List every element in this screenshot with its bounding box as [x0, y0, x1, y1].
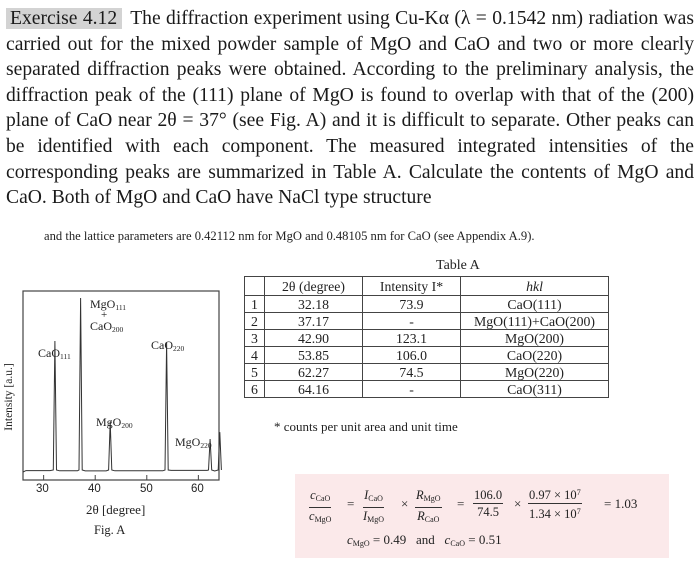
x-tick-60: 60	[191, 483, 204, 495]
header-intensity: Intensity I*	[363, 277, 461, 296]
fraction-content-ratio: $c_{CaO}$ $c_{MgO}$	[309, 488, 332, 524]
y-axis-label: Intensity [a.u.]	[3, 363, 15, 431]
peak-label-cao200: CaO$_{200}$	[90, 319, 124, 334]
equals-sign: =	[347, 496, 355, 511]
cell-intensity: 74.5	[363, 364, 461, 381]
peak-label-mgo111: MgO$_{111}$	[90, 297, 127, 312]
cell-index: 3	[245, 330, 265, 347]
cell-index: 6	[245, 381, 265, 398]
header-two-theta: 2θ (degree)	[265, 277, 363, 296]
exercise-paragraph	[6, 6, 694, 211]
table-row	[245, 330, 609, 347]
times-sign: ×	[401, 496, 409, 511]
cell-two-theta: 62.27	[265, 364, 363, 381]
equals-sign: =	[457, 496, 465, 511]
x-axis-ticks	[44, 475, 199, 480]
fraction-intensity-ratio: $I_{CaO}$ $I_{MgO}$	[363, 488, 385, 524]
continuation-text: and the lattice parameters are 0.42112 nm for MgO and 0.48105 nm for CaO (see Appendix A.9).	[44, 229, 535, 243]
cell-two-theta: 53.85	[265, 347, 363, 364]
peak-label-cao220: CaO$_{220}$	[151, 338, 185, 353]
ratio-result: = 1.03	[604, 496, 638, 511]
cell-intensity: 123.1	[363, 330, 461, 347]
intensity-table	[244, 276, 609, 398]
cell-hkl: CaO(220)	[461, 347, 609, 364]
peak-label-cao111: CaO$_{111}$	[38, 346, 71, 361]
figure-a	[0, 290, 240, 550]
table-row	[245, 364, 609, 381]
cell-hkl: MgO(220)	[461, 364, 609, 381]
x-axis-label: 2θ [degree]	[86, 502, 146, 517]
peak-label-mgo220: MgO$_{220}$	[175, 435, 212, 450]
table-row	[245, 296, 609, 313]
cell-two-theta: 64.16	[265, 381, 363, 398]
cell-hkl: MgO(200)	[461, 330, 609, 347]
header-index	[245, 277, 265, 296]
table-title: Table A	[436, 258, 480, 273]
table-footnote: * counts per unit area and unit time	[274, 419, 458, 434]
table-header-row	[245, 277, 609, 296]
cell-hkl: CaO(311)	[461, 381, 609, 398]
x-tick-50: 50	[140, 483, 153, 495]
cell-intensity: -	[363, 381, 461, 398]
cell-hkl: MgO(111)+CaO(200)	[461, 313, 609, 330]
x-tick-30: 30	[36, 483, 49, 495]
x-tick-40: 40	[88, 483, 101, 495]
cell-index: 5	[245, 364, 265, 381]
cell-intensity: -	[363, 313, 461, 330]
header-hkl: hkl	[461, 277, 609, 296]
cell-two-theta: 42.90	[265, 330, 363, 347]
cell-hkl: CaO(111)	[461, 296, 609, 313]
figure-caption: Fig. A	[94, 523, 126, 537]
peak-label-mgo200: MgO$_{200}$	[96, 415, 133, 430]
fraction-intensity-values: $\frac{106.0}{74.5}$	[474, 488, 503, 519]
cell-two-theta: 37.17	[265, 313, 363, 330]
content-results: $c_{MgO} = 0.49$ and $c_{CaO} = 0.51$	[347, 532, 502, 548]
cell-index: 1	[245, 296, 265, 313]
cell-index: 2	[245, 313, 265, 330]
calculation-box	[295, 474, 669, 558]
fraction-r-ratio: $R_{MgO}$ $R_{CaO}$	[416, 488, 441, 524]
table-row	[245, 381, 609, 398]
cell-intensity: 73.9	[363, 296, 461, 313]
cell-two-theta: 32.18	[265, 296, 363, 313]
exercise-text: The diffraction experiment using Cu-Kα (λ = 0.1542 nm) radiation was carried out for the mixed powder sample of MgO and CaO and two or more clearly separated diffraction peaks were obtained. According to the preliminary analysis, the diffraction peak of the (111) plane of MgO is found to overlap with that of the (200) plane of CaO near 2θ = 37° (see Fig. A) and it is difficult to separate. Other peaks can be identified with each component. The measured integrated intensities of the corresponding peaks are summarized in Table A. Calculate the contents of MgO and CaO. Both of MgO and CaO have NaCl type structure	[6, 8, 694, 209]
cell-index: 4	[245, 347, 265, 364]
peak-label-plus: +	[101, 309, 108, 321]
table-row	[245, 313, 609, 330]
exercise-tag: Exercise 4.12	[6, 8, 122, 29]
cell-intensity: 106.0	[363, 347, 461, 364]
times-sign: ×	[514, 496, 522, 511]
fraction-r-values: $\frac{0.97 \times 10^7}{1.34 \times 10^7}$	[529, 488, 581, 521]
table-row	[245, 347, 609, 364]
